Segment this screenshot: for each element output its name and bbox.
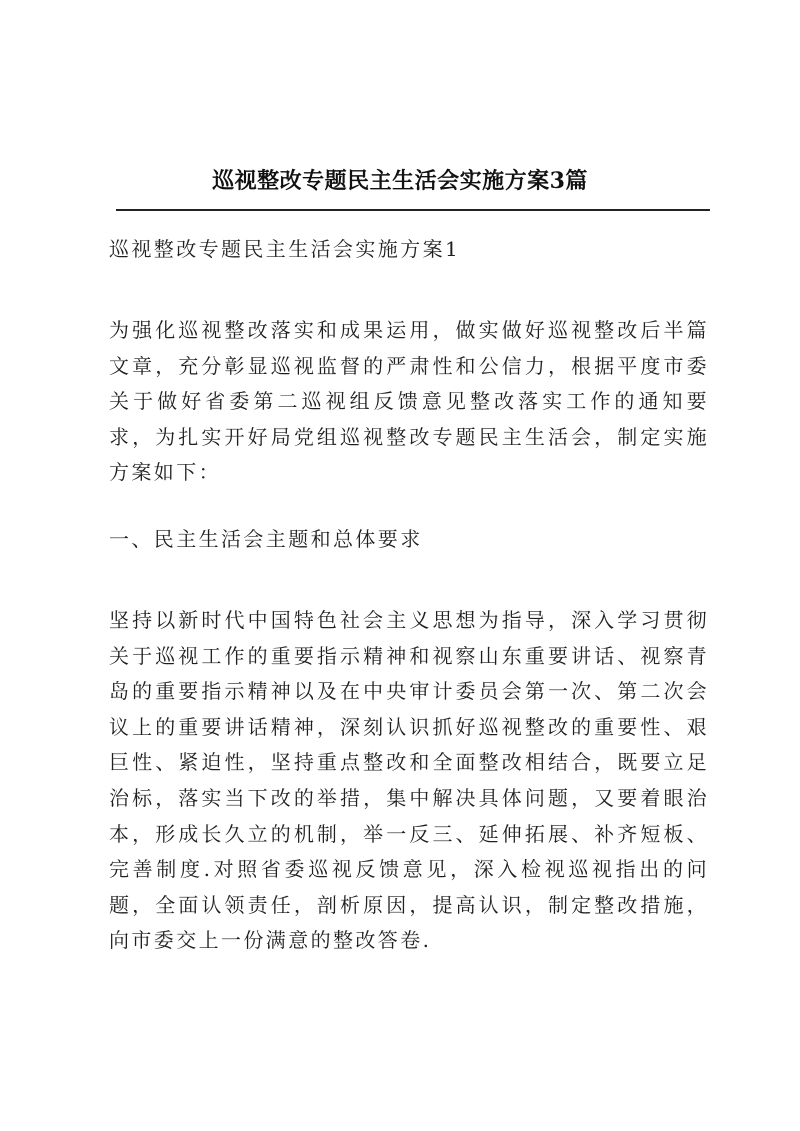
body-paragraph: 坚持以新时代中国特色社会主义思想为指导，深入学习贯彻关于巡视工作的重要指示精神和视察山东重要讲话、视察青岛的重要指示精神以及在中央审计委员会第一次、第二次会议上的重要讲话精神，深刻认识抓好巡视整改的重要性、艰巨性、紧迫性，坚持重点整改和全面整改相结合，既要立足治标，落实当下改的举措，集中解决具体问题，又要着眼治本，形成长久立的机制，举一反三、延伸拓展、补齐短板、完善制度.对照省委巡视反馈意见，深入检视巡视指出的问题，全面认领责任，剖析原因，提高认识，制定整改措施，向市委交上一份满意的整改答卷.	[109, 608, 709, 953]
intro-paragraph: 为强化巡视整改落实和成果运用，做实做好巡视整改后半篇文章，充分彰显巡视监督的严肃性和公信力，根据平度市委关于做好省委第二巡视组反馈意见整改落实工作的通知要求，为扎实开好局党组巡视整改专题民主生活会，制定实施方案如下：	[109, 318, 709, 485]
document-title: 巡视整改专题民主生活会实施方案3篇	[212, 168, 588, 194]
section-subtitle: 巡视整改专题民主生活会实施方案1	[109, 237, 461, 261]
title-divider	[116, 209, 710, 211]
section-heading: 一、民主生活会主题和总体要求	[109, 527, 423, 551]
